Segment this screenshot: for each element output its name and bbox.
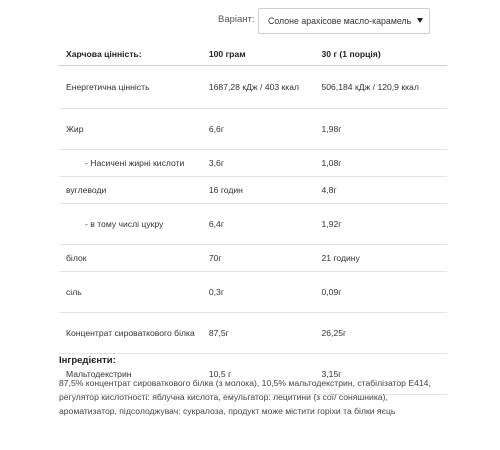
ingredients-title: Інгредієнти: — [59, 355, 116, 366]
nutrient-per-serving: 1,98г — [315, 109, 448, 150]
nutrient-per-serving: 21 годину — [315, 245, 448, 272]
nutrient-per100: 16 годин — [202, 177, 315, 204]
nutrient-per100: 10,5 г — [202, 354, 315, 395]
nutrient-per100: 70г — [202, 245, 315, 272]
table-row — [59, 272, 447, 313]
nutrient-per100: 6,4г — [202, 204, 315, 245]
nutrient-per-serving: 506,184 кДж / 120,9 ккал — [315, 66, 448, 109]
nutrient-per-serving: 26,25г — [315, 313, 448, 354]
nutrient-name: Енергетична цінність — [59, 66, 202, 109]
table-row — [59, 204, 447, 245]
nutrient-name: - Насичені жирні кислоти — [59, 150, 202, 177]
variant-select[interactable] — [258, 8, 430, 34]
nutrient-per-serving: 4,8г — [315, 177, 448, 204]
nutrient-name: Жир — [59, 109, 202, 150]
nutrient-name: сіль — [59, 272, 202, 313]
nutrient-per100: 3,6г — [202, 150, 315, 177]
table-row — [59, 245, 447, 272]
chevron-down-icon — [417, 18, 423, 23]
ingredients-text: 87,5% концентрат сироваткового білка (з молока), 10,5% мальтодекстрин, стабілізатор E414, регулятор кислотності: яблучна кислота, емульгатор: лецитини (з сої/ соняшника), ароматизатор, підсолоджувач: сукралоза, продукт може містити горіхи та білки яєць — [59, 378, 431, 416]
table-row — [59, 313, 447, 354]
table-row — [59, 66, 447, 109]
nutrient-per-serving: 1,92г — [315, 204, 448, 245]
nutrient-name: Мальтодекстрин — [59, 354, 202, 395]
nutrient-name: - в тому числі цукру — [59, 204, 202, 245]
table-row — [59, 150, 447, 177]
nutrient-name: білок — [59, 245, 202, 272]
nutrient-per100: 0,3г — [202, 272, 315, 313]
variant-selected-value: Солоне арахісове масло-карамель — [268, 16, 412, 26]
nutrient-name: вуглеводи — [59, 177, 202, 204]
table-row — [59, 109, 447, 150]
nutrition-header-row — [59, 43, 447, 66]
variant-row — [0, 8, 500, 36]
nutrient-per100: 6,6г — [202, 109, 315, 150]
header-per-100g: 100 грам — [202, 43, 315, 66]
nutrient-per100: 87,5г — [202, 313, 315, 354]
nutrient-per100: 1687,28 кДж / 403 ккал — [202, 66, 315, 109]
header-nutritional-value: Харчова цінність: — [59, 43, 202, 66]
nutrient-name: Концентрат сироваткового білка — [59, 313, 202, 354]
header-per-serving: 30 г (1 порція) — [315, 43, 448, 66]
nutrient-per-serving: 1,08г — [315, 150, 448, 177]
nutrient-per-serving: 3,15г — [315, 354, 448, 395]
nutrition-table — [59, 43, 447, 395]
nutrient-per-serving: 0,09г — [315, 272, 448, 313]
variant-label: Варіант: — [218, 14, 255, 25]
table-row — [59, 177, 447, 204]
